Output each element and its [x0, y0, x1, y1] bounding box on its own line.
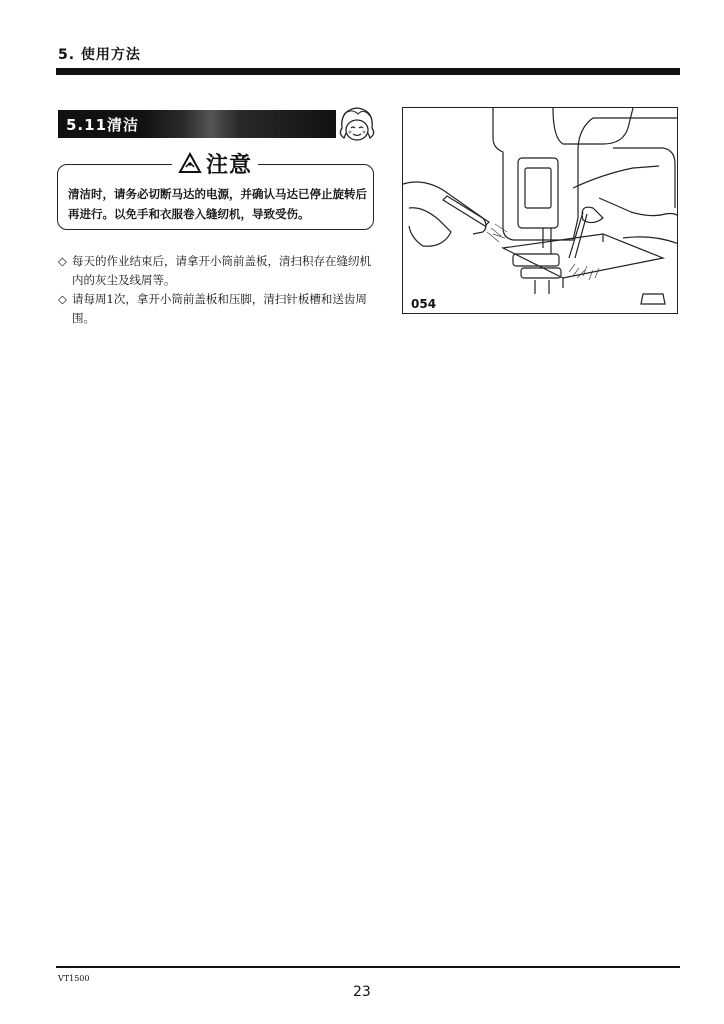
- bottom-rule: [56, 966, 680, 968]
- section-title: 5.11清洁: [66, 116, 140, 134]
- girl-face-icon: [336, 104, 378, 144]
- sewing-machine-illustration: [403, 108, 678, 314]
- list-item: [58, 252, 378, 290]
- top-rule: [56, 68, 680, 75]
- figure-label: 054: [411, 297, 437, 311]
- instruction-list: [58, 252, 378, 328]
- list-item: [58, 290, 378, 328]
- diamond-bullet-icon: ◇: [58, 292, 67, 306]
- caution-title: 注意: [206, 152, 253, 178]
- model-code: VT1500: [58, 974, 90, 983]
- caution-header: [172, 148, 258, 178]
- page-number: 23: [353, 984, 371, 1000]
- caution-text: 清洁时，请务必切断马达的电源，并确认马达已停止旋转后再进行。以免手和衣服卷入缝纫机，导致受伤。: [68, 187, 367, 221]
- instruction-text: 每天的作业结束后，请拿开小筒前盖板，清扫积存在缝纫机内的灰尘及线屑等。: [72, 254, 371, 287]
- warning-triangle-icon: [178, 152, 202, 174]
- cleaning-illustration: [402, 107, 678, 314]
- diamond-bullet-icon: ◇: [58, 254, 67, 268]
- instruction-text: 请每周1次，拿开小筒前盖板和压脚，清扫针板槽和送齿周围。: [72, 292, 367, 325]
- section-heading: [58, 110, 336, 138]
- chapter-title: 5. 使用方法: [58, 47, 141, 63]
